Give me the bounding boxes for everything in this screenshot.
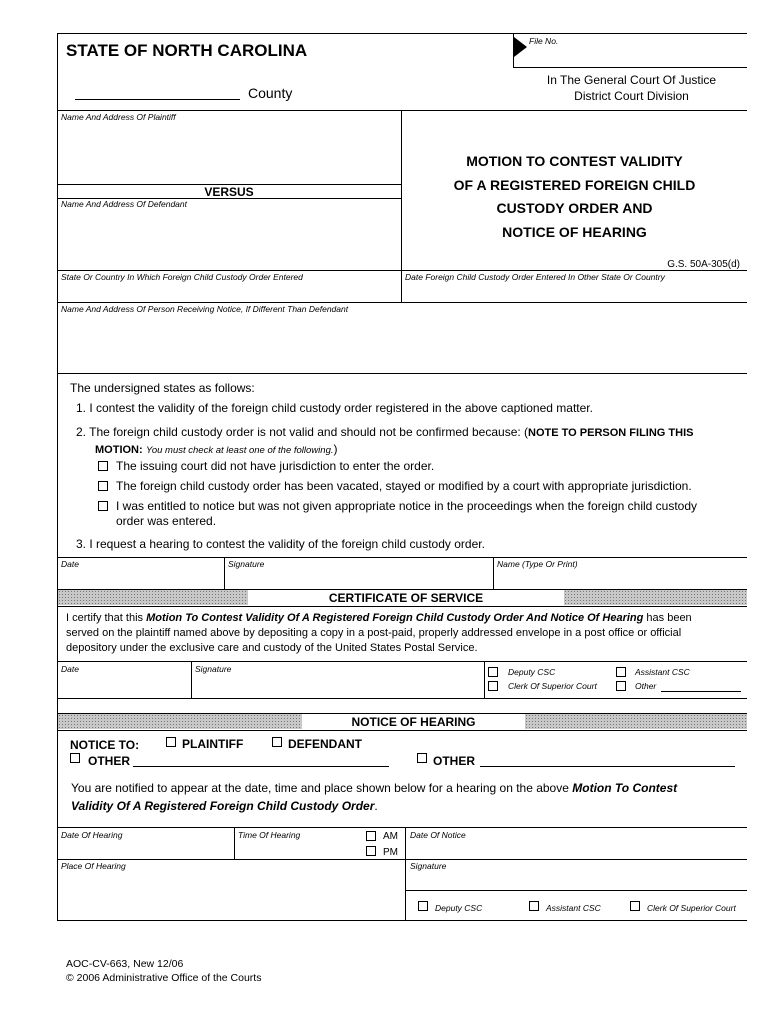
- motion-sig-divider-2: [493, 557, 494, 589]
- option-3-label-line-2: order was entered.: [116, 514, 217, 528]
- motion-item-3: 3. I request a hearing to contest the validity of the foreign child custody order.: [76, 537, 485, 551]
- certificate-assistant-label: Assistant CSC: [635, 667, 690, 677]
- notice-defendant-checkbox[interactable]: [272, 737, 282, 747]
- certificate-clerk-checkbox[interactable]: [488, 681, 498, 691]
- motion-date-label: Date: [61, 559, 79, 569]
- notice-defendant-label: DEFENDANT: [288, 737, 362, 751]
- place-of-hearing-label: Place Of Hearing: [61, 861, 126, 871]
- defendant-label: Name And Address Of Defendant: [61, 199, 187, 209]
- hearing-table-bottom: [57, 920, 747, 921]
- item-2-instruction: You must check at least one of the following.: [146, 445, 334, 456]
- hearing-row-2-top: [57, 859, 747, 860]
- certificate-text-line-2: served on the plaintiff named above by depositing a copy in a post-paid, properly addressed envelope in a post office or official: [66, 627, 682, 639]
- certificate-deputy-checkbox[interactable]: [488, 667, 498, 677]
- order-row-top: [57, 270, 747, 271]
- motion-item-2: [76, 425, 693, 439]
- certificate-heading: CERTIFICATE OF SERVICE: [328, 591, 484, 605]
- pm-label: PM: [383, 847, 398, 858]
- form-title: [402, 150, 747, 244]
- certificate-heading-bottom: [57, 606, 747, 607]
- certificate-assistant-checkbox[interactable]: [616, 667, 626, 677]
- notice-other-label-1: OTHER: [88, 754, 130, 768]
- certificate-date-label: Date: [61, 664, 79, 674]
- notice-para-bold-2: Validity Of A Registered Foreign Child Custody Order: [71, 799, 375, 813]
- plaintiff-label: Name And Address Of Plaintiff: [61, 112, 176, 122]
- statute-ref: G.S. 50A-305(d): [667, 259, 740, 270]
- notice-deputy-label: Deputy CSC: [435, 903, 483, 913]
- certificate-text-bold: Motion To Contest Validity Of A Registered Foreign Child Custody Order And Notice Of Hearing: [146, 612, 644, 624]
- notice-to-label: NOTICE TO:: [70, 738, 140, 752]
- date-of-notice-label: Date Of Notice: [410, 830, 466, 840]
- motion-name-label: Name (Type Or Print): [497, 559, 578, 569]
- date-order-label: Date Foreign Child Custody Order Entered In Other State Or Country: [405, 272, 665, 282]
- hearing-divider-1: [234, 827, 235, 860]
- notice-assistant-label: Assistant CSC: [546, 903, 601, 913]
- notice-shade-left: [58, 714, 302, 729]
- certificate-clerk-label: Clerk Of Superior Court: [508, 681, 597, 691]
- versus-label: VERSUS: [204, 185, 254, 199]
- notice-plaintiff-checkbox[interactable]: [166, 737, 176, 747]
- notice-para-bold-1: Motion To Contest: [572, 781, 678, 795]
- am-label: AM: [383, 831, 398, 842]
- notice-other-checkbox-1[interactable]: [70, 753, 80, 763]
- top-border: [57, 33, 747, 34]
- certificate-sig-divider-2: [484, 661, 485, 698]
- motion-item-2-line2: [95, 442, 338, 456]
- pm-checkbox[interactable]: [366, 846, 376, 856]
- left-border: [57, 33, 58, 921]
- option-1-checkbox[interactable]: [98, 461, 108, 471]
- certificate-shade-left: [58, 590, 248, 605]
- county-field[interactable]: [75, 99, 240, 100]
- option-3-checkbox[interactable]: [98, 501, 108, 511]
- title-line-4: NOTICE OF HEARING: [502, 223, 647, 240]
- file-no-arrow-icon: [514, 37, 527, 57]
- notice-other-field-1[interactable]: [133, 766, 389, 767]
- notice-para-end: .: [374, 799, 378, 813]
- title-line-2: OF A REGISTERED FOREIGN CHILD: [453, 176, 696, 193]
- motion-sig-top: [57, 557, 747, 558]
- notice-para-pre: You are notified to appear at the date, time and place shown below for a hearing on the above: [71, 781, 573, 795]
- time-of-hearing-label: Time Of Hearing: [238, 830, 301, 840]
- receiver-label: Name And Address Of Person Receiving Notice, If Different Than Defendant: [61, 304, 349, 314]
- certificate-other-field[interactable]: [661, 691, 741, 692]
- notice-plaintiff-label: PLAINTIFF: [182, 737, 244, 751]
- notice-paragraph-line-2: [71, 799, 378, 813]
- notice-clerk-checkbox[interactable]: [630, 901, 640, 911]
- certificate-sig-divider-1: [191, 661, 192, 698]
- certificate-deputy-label: Deputy CSC: [508, 667, 556, 677]
- certificate-shade-right: [564, 590, 747, 605]
- notice-paragraph-line-1: [71, 781, 677, 795]
- receiver-row-top: [57, 302, 747, 303]
- certificate-text-line-1: [66, 612, 692, 624]
- file-no-field[interactable]: [513, 67, 747, 68]
- certificate-sig-top: [57, 661, 747, 662]
- notice-assistant-checkbox[interactable]: [529, 901, 539, 911]
- item-2-text: 2. The foreign child custody order is not valid and should not be confirmed because: (: [76, 425, 529, 439]
- item-2-motion-bold: MOTION:: [95, 444, 143, 456]
- certificate-text-post: has been: [643, 612, 692, 624]
- state-country-label: State Or Country In Which Foreign Child Custody Order Entered: [61, 272, 303, 282]
- certificate-signature-label: Signature: [195, 664, 232, 674]
- hearing-divider-2: [405, 827, 406, 921]
- motion-intro: The undersigned states as follows:: [70, 381, 255, 395]
- option-3-label-line-1: I was entitled to notice but was not given appropriate notice in the proceedings when the foreign child custody: [116, 499, 698, 513]
- file-no-label: File No.: [529, 36, 559, 46]
- court-line-2: District Court Division: [574, 89, 689, 103]
- caption-top-border: [57, 110, 747, 111]
- motion-item-1: 1. I contest the validity of the foreign child custody order registered in the above captioned matter.: [76, 401, 593, 415]
- court-line-1: In The General Court Of Justice: [546, 73, 717, 87]
- motion-sig-divider-1: [224, 557, 225, 589]
- option-1-label: The issuing court did not have jurisdiction to enter the order.: [116, 459, 435, 473]
- notice-other-field-2[interactable]: [480, 766, 735, 767]
- item-2-close: ): [333, 442, 338, 456]
- notice-clerk-label: Clerk Of Superior Court: [647, 903, 736, 913]
- notice-shade-right: [525, 714, 747, 729]
- date-of-hearing-label: Date Of Hearing: [61, 830, 123, 840]
- notice-heading-bottom: [57, 730, 747, 731]
- title-line-3: CUSTODY ORDER AND: [496, 200, 653, 216]
- option-2-label: The foreign child custody order has been vacated, stayed or modified by a court with appropriate jurisdiction.: [116, 479, 692, 493]
- receiver-row-bottom: [57, 373, 747, 374]
- notice-other-checkbox-2[interactable]: [417, 753, 427, 763]
- copyright: © 2006 Administrative Office of the Courts: [66, 972, 262, 984]
- title-line-1: MOTION TO CONTEST VALIDITY: [466, 153, 683, 169]
- motion-signature-label: Signature: [228, 559, 265, 569]
- county-label: County: [248, 85, 293, 101]
- notice-sig-bottom: [405, 890, 747, 891]
- notice-heading: NOTICE OF HEARING: [351, 715, 476, 729]
- option-2-checkbox[interactable]: [98, 481, 108, 491]
- state-title: STATE OF NORTH CAROLINA: [66, 41, 308, 60]
- certificate-text-line-3: depository under the exclusive care and custody of the United States Postal Service.: [66, 642, 478, 654]
- item-2-note-bold: NOTE TO PERSON FILING THIS: [528, 427, 694, 439]
- notice-signature-label: Signature: [410, 861, 447, 871]
- certificate-text-pre: I certify that this: [66, 612, 147, 624]
- certificate-bottom: [57, 698, 747, 699]
- notice-other-label-2: OTHER: [433, 754, 475, 768]
- notice-deputy-checkbox[interactable]: [418, 901, 428, 911]
- certificate-other-checkbox[interactable]: [616, 681, 626, 691]
- form-number: AOC-CV-663, New 12/06: [66, 958, 184, 970]
- certificate-other-label: Other: [635, 681, 657, 691]
- hearing-table-top: [57, 827, 747, 828]
- am-checkbox[interactable]: [366, 831, 376, 841]
